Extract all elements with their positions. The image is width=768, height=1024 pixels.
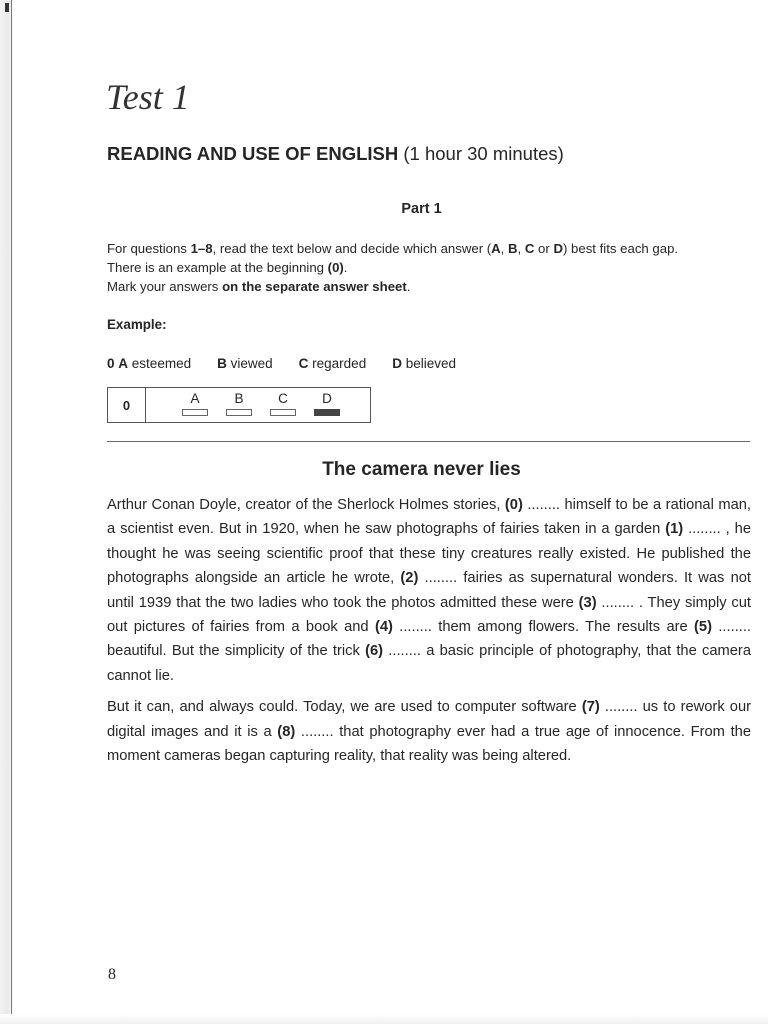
text-title: The camera never lies: [322, 459, 521, 480]
instructions: [107, 239, 757, 296]
answer-mark-a: [182, 409, 208, 416]
answer-choice-d: D: [305, 388, 349, 422]
answer-choice-c: C: [261, 388, 305, 422]
section-divider: [107, 441, 750, 442]
example-option-a: A esteemed: [118, 356, 192, 371]
example-label: Example:: [107, 317, 167, 332]
example-options: [107, 356, 482, 371]
test-title: Test 1: [106, 77, 190, 117]
answer-choice-b: B: [217, 388, 261, 422]
passage-paragraph-1: Arthur Conan Doyle, creator of the Sherlock Holmes stories, (0) ........ himself to be a rational man, a scientist even. But in 1920, when he saw photographs of fairies taken in a garden (1) ........ , he thought he was seeing scientific proof that these tiny creatures really existed. He published the photographs alongside an article he wrote, (2) ........ fairies as supernatural wonders. It was not until 1939 that the two ladies who took the photos admitted these were (3) ........ . They simply cut out pictures of fairies from a book and (4) ........ them among flowers. The results are (5) ........ beautiful. But the simplicity of the trick (6) ........ a basic principle of photography, that the camera cannot lie.: [107, 497, 751, 684]
example-option-b: B viewed: [217, 356, 273, 371]
instruction-line-3: Mark your answers on the separate answer sheet.: [107, 279, 411, 294]
instruction-line-1: For questions 1–8, read the text below and decide which answer (A, B, C or D) best fits each gap.: [107, 241, 679, 256]
passage-paragraph-2: But it can, and always could. Today, we are used to computer software (7) ........ us to rework our digital images and it is a (8) ........ that photography ever had a true age of innocence. From the moment cameras began capturing reality, that reality was being altered.: [107, 699, 751, 765]
reading-passage: [107, 493, 751, 775]
page-bottom-shadow: [0, 1014, 768, 1024]
section-name: READING AND USE OF ENGLISH: [107, 143, 399, 164]
example-option-d: D believed: [392, 356, 457, 371]
answer-mark-c: [270, 409, 296, 416]
example-answer-grid: [107, 387, 371, 423]
example-number: 0: [107, 356, 115, 371]
answer-grid-choices: [146, 388, 349, 422]
section-heading: [107, 143, 564, 165]
page-corner-mark: [5, 3, 9, 12]
page-edge-line: [11, 0, 12, 1024]
answer-choice-a: A: [173, 388, 217, 422]
instruction-line-2: There is an example at the beginning (0).: [107, 260, 348, 275]
section-duration: (1 hour 30 minutes): [403, 143, 564, 164]
answer-mark-d-selected: [314, 409, 340, 416]
page-number: 8: [108, 966, 116, 983]
answer-grid-number: 0: [108, 388, 146, 422]
answer-mark-b: [226, 409, 252, 416]
example-option-c: C regarded: [298, 356, 367, 371]
part-label: Part 1: [401, 201, 442, 217]
